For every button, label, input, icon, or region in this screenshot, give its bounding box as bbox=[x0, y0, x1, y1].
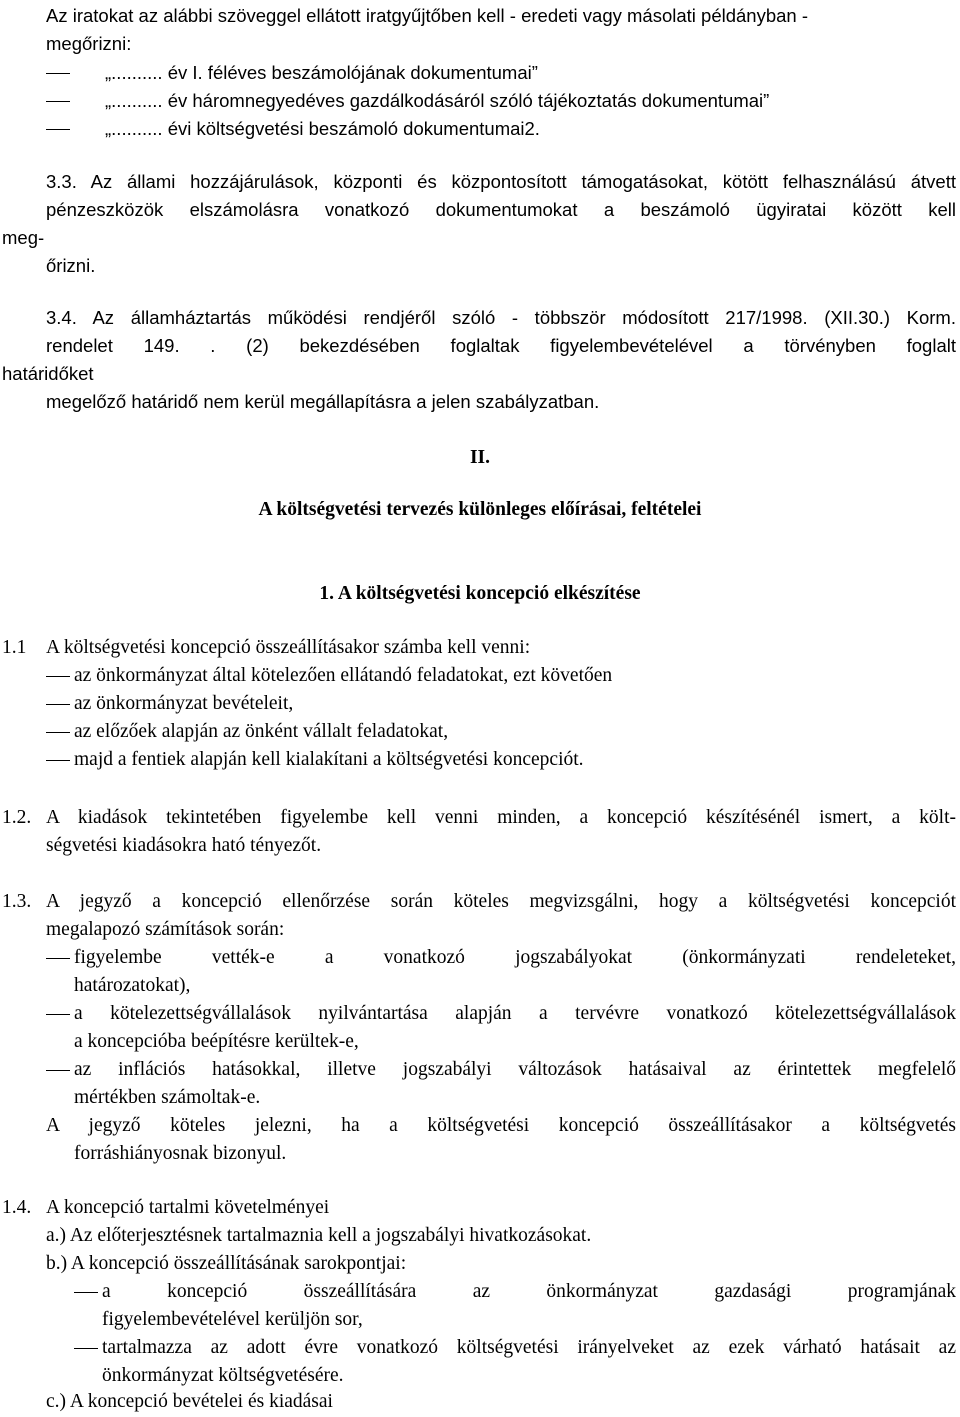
bullet-dash bbox=[46, 73, 70, 74]
paragraph-1-4-item-c: c.) A koncepció bevételei és kiadásai bbox=[46, 1391, 333, 1412]
section-3-3-line-2: pénzeszközök elszámolásra vonatkozó dokumentumokat a beszámoló ügyiratai között kell bbox=[46, 199, 956, 220]
section-3-3-line-1: 3.3. Az állami hozzájárulások, központi és központosított támogatásokat, kötött felhasználású átvett bbox=[46, 171, 956, 192]
list-item-continuation: határozatokat), bbox=[74, 975, 191, 996]
chapter-number: II. bbox=[469, 447, 491, 468]
list-item: az előzőek alapján az önként vállalt feladatokat, bbox=[74, 721, 449, 742]
paragraph-1-4-item-a: a.) Az előterjesztésnek tartalmaznia kell a jogszabályi hivatkozásokat. bbox=[46, 1225, 592, 1246]
list-item: az önkormányzat bevételeit, bbox=[74, 693, 294, 714]
paragraph-number: 1.2. bbox=[2, 807, 32, 828]
bullet-dash bbox=[46, 1070, 70, 1071]
paragraph-1-3-closing-line-2: forráshiányosnak bizonyul. bbox=[74, 1143, 287, 1164]
section-3-4-line-2: rendelet 149. . (2) bekezdésében foglaltak figyelembevételével a törvényben foglalt bbox=[46, 335, 956, 356]
paragraph-1-4-item-b: b.) A koncepció összeállításának sarokpontjai: bbox=[46, 1253, 407, 1274]
section-3-4-line-4: megelőző határidő nem kerül megállapításra a jelen szabályzatban. bbox=[46, 391, 600, 412]
list-item: figyelembe vették-e a vonatkozó jogszabályokat (önkormányzati rendeleteket, bbox=[74, 947, 956, 968]
paragraph-1-3-closing-line-1: A jegyző köteles jelezni, ha a költségvetési koncepció összeállításakor a költségvetés bbox=[46, 1115, 956, 1136]
paragraph-number: 1.1 bbox=[2, 637, 27, 658]
intro-line-1: Az iratokat az alábbi szöveggel ellátott iratgyűjtőben kell - eredeti vagy másolati példányban - bbox=[46, 5, 809, 26]
intro-item-2: „.......... év háromnegyedéves gazdálkodásáról szóló tájékoztatás dokumentumai” bbox=[105, 90, 770, 111]
intro-line-2: megőrizni: bbox=[46, 33, 132, 54]
list-item: az önkormányzat által kötelezően ellátandó feladatokat, ezt követően bbox=[74, 665, 613, 686]
bullet-dash bbox=[46, 129, 70, 130]
list-item: az inflációs hatásokkal, illetve jogszabályi változások hatásaival az érintettek megfelelő bbox=[74, 1059, 956, 1080]
list-item: tartalmazza az adott évre vonatkozó költségvetési irányelveket az ezek várható hatásait az bbox=[102, 1337, 956, 1358]
paragraph-1-3-line-1: A jegyző a koncepció ellenőrzése során köteles megvizsgálni, hogy a költségvetési koncepciót bbox=[46, 891, 956, 912]
list-item: a kötelezettségvállalások nyilvántartása alapján a tervévre vonatkozó kötelezettségvállalások bbox=[74, 1003, 956, 1024]
list-item-continuation: önkormányzat költségvetésére. bbox=[102, 1365, 344, 1386]
bullet-dash bbox=[46, 732, 70, 733]
list-item: a koncepció összeállítására az önkormányzat gazdasági programjának bbox=[102, 1281, 956, 1302]
section-title: 1. A költségvetési koncepció elkészítése bbox=[319, 583, 641, 604]
paragraph-1-1-text: A költségvetési koncepció összeállításakor számba kell venni: bbox=[46, 637, 531, 658]
chapter-title: A költségvetési tervezés különleges előírásai, feltételei bbox=[258, 499, 702, 520]
intro-item-3: „.......... évi költségvetési beszámoló dokumentumai2. bbox=[105, 118, 540, 139]
section-3-3-line-4: őrizni. bbox=[46, 255, 96, 276]
paragraph-1-2-line-2: ségvetési kiadásokra ható tényezőt. bbox=[46, 835, 322, 856]
section-3-3-line-3: meg- bbox=[2, 227, 45, 248]
list-item-continuation: a koncepcióba beépítésre kerültek-e, bbox=[74, 1031, 359, 1052]
bullet-dash bbox=[46, 760, 70, 761]
bullet-dash bbox=[46, 101, 70, 102]
paragraph-1-4-title: A koncepció tartalmi követelményei bbox=[46, 1197, 330, 1218]
bullet-dash bbox=[74, 1348, 98, 1349]
intro-item-1: „.......... év I. féléves beszámolójának dokumentumai” bbox=[105, 62, 538, 83]
paragraph-1-2-line-1: A kiadások tekintetében figyelembe kell venni minden, a koncepció készítésénél ismert, a költ- bbox=[46, 807, 956, 828]
section-3-4-line-1: 3.4. Az államháztartás működési rendjéről szóló - többször módosított 217/1998. (XII.30.) Korm. bbox=[46, 307, 956, 328]
paragraph-number: 1.3. bbox=[2, 891, 32, 912]
bullet-dash bbox=[46, 676, 70, 677]
section-3-4-line-3: határidőket bbox=[2, 363, 94, 384]
paragraph-1-3-line-2: megalapozó számítások során: bbox=[46, 919, 285, 940]
bullet-dash bbox=[74, 1292, 98, 1293]
list-item-continuation: figyelembevételével kerüljön sor, bbox=[102, 1309, 363, 1330]
list-item-continuation: mértékben számoltak-e. bbox=[74, 1087, 261, 1108]
list-item: majd a fentiek alapján kell kialakítani a költségvetési koncepciót. bbox=[74, 749, 584, 770]
paragraph-number: 1.4. bbox=[2, 1197, 32, 1218]
bullet-dash bbox=[46, 958, 70, 959]
bullet-dash bbox=[46, 704, 70, 705]
bullet-dash bbox=[46, 1014, 70, 1015]
